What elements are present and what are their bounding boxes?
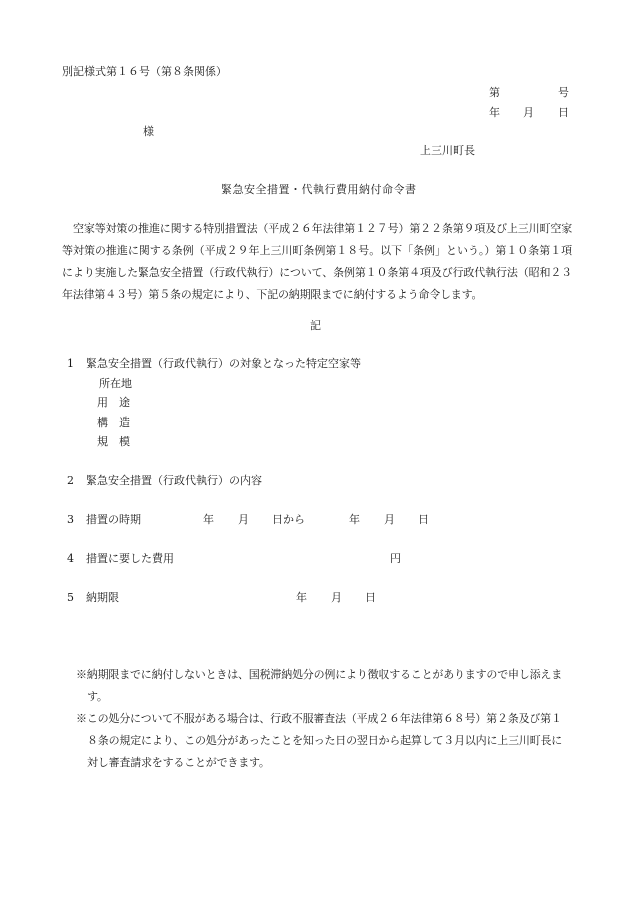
period-end-day: 日 (418, 513, 429, 526)
period-end-month: 月 (384, 513, 395, 526)
field-scale: 規 模 (97, 435, 130, 448)
issuer: 上三川町長 (420, 144, 475, 157)
date-year: 年 (489, 106, 500, 119)
item-number: 2 (67, 474, 74, 487)
field-structure: 構 造 (97, 416, 130, 429)
ki-heading: 記 (310, 319, 321, 332)
item-number: 5 (67, 591, 74, 604)
note-appeal: ※この処分について不服がある場合は、行政不服審査法（平成２６年法律第６８号）第２条及び第１８条の規定により、この処分があったことを知った日の翌日から起算して３月以内に上三川町長に対し審査請求をすることができます。 (76, 712, 563, 769)
period-start-year: 年 (203, 513, 214, 526)
deadline-day: 日 (365, 591, 376, 604)
period-start-day: 日から (272, 513, 305, 526)
note-payment: ※納期限までに納付しないときは、国税滞納処分の例により徴収することがありますので申し添えます。 (76, 668, 562, 703)
item-label: 緊急安全措置（行政代執行）の内容 (86, 474, 262, 487)
period-end-year: 年 (349, 513, 360, 526)
item-number: 1 (67, 357, 74, 370)
addressee-suffix: 様 (143, 125, 154, 138)
period-start-month: 月 (238, 513, 249, 526)
item-label: 措置の時期 (86, 513, 141, 526)
field-location: 所在地 (99, 377, 132, 390)
body-paragraph: 空家等対策の推進に関する特別措置法（平成２６年法律第１２７号）第２２条第９項及び上三川町空家等対策の推進に関する条例（平成２９年上三川町条例第１８号。以下「条例」という。）第１０条第１項により実施した緊急安全措置（行政代執行）について、条例第１０条第４項及び行政代執行法（昭和２３年法律第４３号）第５条の規定により、下記の納期限までに納付するよう命令します。 (62, 222, 572, 301)
cost-unit: 円 (390, 552, 401, 565)
item-label: 納期限 (86, 591, 119, 604)
item-number: 4 (67, 552, 74, 565)
date-day: 日 (558, 106, 569, 119)
number-suffix: 号 (558, 86, 569, 99)
document-title: 緊急安全措置・代執行費用納付命令書 (221, 183, 417, 196)
item-label: 措置に要した費用 (86, 552, 174, 565)
item-label: 緊急安全措置（行政代執行）の対象となった特定空家等 (86, 357, 361, 370)
form-label: 別記様式第１６号（第８条関係） (62, 65, 227, 78)
date-month: 月 (523, 106, 534, 119)
item-number: 3 (67, 513, 74, 526)
deadline-year: 年 (296, 591, 307, 604)
number-prefix: 第 (489, 86, 500, 99)
deadline-month: 月 (331, 591, 342, 604)
field-usage: 用 途 (97, 396, 130, 409)
